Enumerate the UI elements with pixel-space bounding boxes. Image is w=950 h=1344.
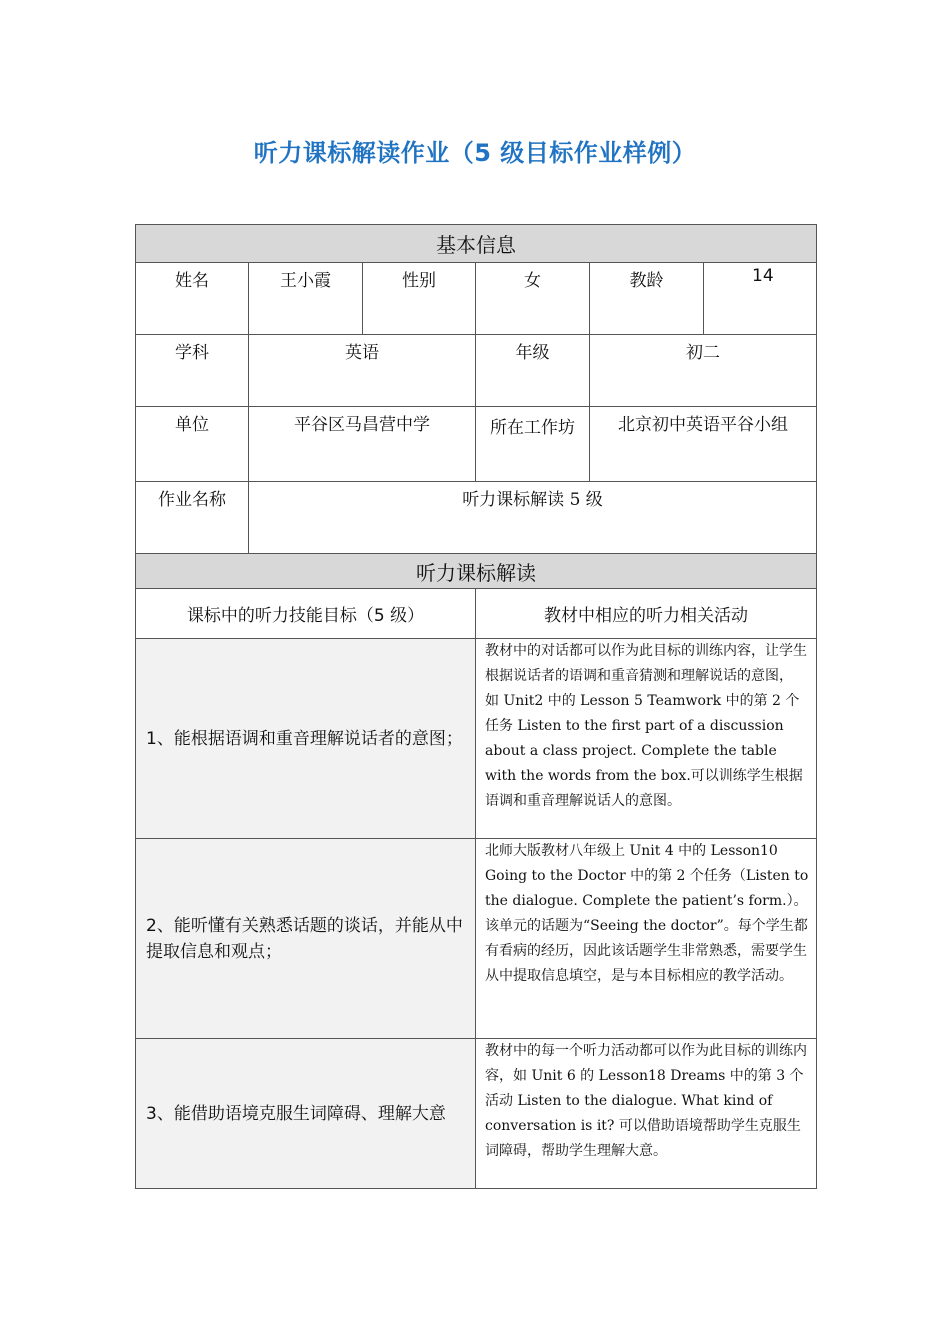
page-title: 听力课标解读作业（5 级目标作业样例）	[253, 139, 697, 167]
workshop-value: 北京初中英语平谷小组	[590, 407, 817, 482]
subject-value: 英语	[249, 335, 476, 407]
activity-3: 教材中的每一个听力活动都可以作为此目标的训练内容，如 Unit 6 的 Lesson18 Dreams 中的第 3 个活动 Listen to the dialogue. What kind of conversation is it? 可以借助语境帮助学生克服生词障碍，帮助学生理解大意。	[476, 1039, 817, 1189]
workshop-label: 所在工作坊	[476, 407, 590, 482]
info-table	[135, 224, 817, 1189]
goal-header: 课标中的听力技能目标（5 级）	[136, 589, 476, 639]
subject-label: 学科	[136, 335, 249, 407]
section-basic-info: 基本信息	[136, 225, 817, 263]
goal-1: 1、能根据语调和重音理解说话者的意图；	[136, 639, 476, 839]
years-label: 教龄	[590, 263, 704, 335]
name-value: 王小霞	[249, 263, 363, 335]
activity-2: 北师大版教材八年级上 Unit 4 中的 Lesson10 Going to the Doctor 中的第 2 个任务（Listen to the dialogue. Complete the patient’s form.）。该单元的话题为“Seeing the doctor”。每个学生都有看病的经历，因此该话题学生非常熟悉，需要学生从中提取信息填空，是与本目标相应的教学活动。	[476, 839, 817, 1039]
unit-value: 平谷区马昌营中学	[249, 407, 476, 482]
goal-3: 3、能借助语境克服生词障碍、理解大意	[136, 1039, 476, 1189]
name-label: 姓名	[136, 263, 249, 335]
section-listening: 听力课标解读	[136, 554, 817, 589]
grade-label: 年级	[476, 335, 590, 407]
unit-label: 单位	[136, 407, 249, 482]
goal-2: 2、能听懂有关熟悉话题的谈话，并能从中提取信息和观点；	[136, 839, 476, 1039]
homework-value: 听力课标解读 5 级	[249, 482, 817, 554]
activity-header: 教材中相应的听力相关活动	[476, 589, 817, 639]
years-value: 14	[704, 263, 817, 335]
gender-value: 女	[476, 263, 590, 335]
gender-label: 性别	[363, 263, 476, 335]
activity-1: 教材中的对话都可以作为此目标的训练内容，让学生根据说话者的语调和重音猜测和理解说话的意图， 如 Unit2 中的 Lesson 5 Teamwork 中的第 2 个任务 Listen to the first part of a discussion about a class project. Complete the table with the words from the box.可以训练学生根据语调和重音理解说话人的意图。	[476, 639, 817, 839]
grade-value: 初二	[590, 335, 817, 407]
homework-label: 作业名称	[136, 482, 249, 554]
